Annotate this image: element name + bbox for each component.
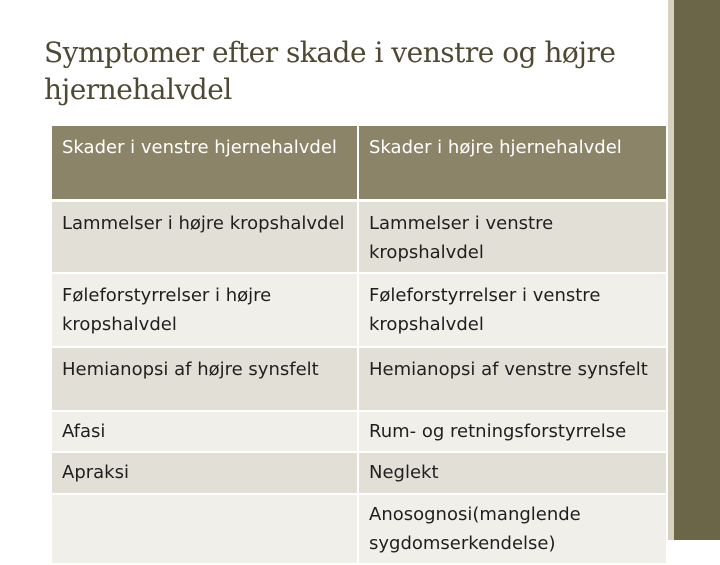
header-left-hemisphere: Skader i venstre hjernehalvdel	[52, 126, 358, 200]
symptoms-table-container	[52, 126, 666, 565]
table-row	[52, 494, 666, 564]
slide-title: Symptomer efter skade i venstre og højre hjernehalvdel	[44, 36, 616, 106]
table-cell-right: Neglekt	[358, 452, 666, 494]
table-cell-left	[52, 494, 358, 564]
header-right-hemisphere: Skader i højre hjernehalvdel	[358, 126, 666, 200]
table-cell-left: Apraksi	[52, 452, 358, 494]
table-cell-right: Føleforstyrrelser i venstre kropshalvdel	[358, 273, 666, 347]
table-row	[52, 411, 666, 452]
table-cell-right: Rum- og retningsforstyrrelse	[358, 411, 666, 452]
table-cell-right: Hemianopsi af venstre synsfelt	[358, 347, 666, 411]
table-cell-left: Afasi	[52, 411, 358, 452]
table-cell-right: Lammelser i venstre kropshalvdel	[358, 200, 666, 273]
decorative-side-strip-edge	[668, 0, 674, 540]
table-header-row	[52, 126, 666, 200]
table-cell-left: Føleforstyrrelser i højre kropshalvdel	[52, 273, 358, 347]
symptoms-table	[52, 126, 666, 565]
table-cell-right: Anosognosi(manglende sygdomserkendelse)	[358, 494, 666, 564]
table-row	[52, 452, 666, 494]
table-row	[52, 273, 666, 347]
decorative-side-strip	[668, 0, 720, 540]
table-row	[52, 347, 666, 411]
table-cell-left: Lammelser i højre kropshalvdel	[52, 200, 358, 273]
table-cell-left: Hemianopsi af højre synsfelt	[52, 347, 358, 411]
table-row	[52, 200, 666, 273]
